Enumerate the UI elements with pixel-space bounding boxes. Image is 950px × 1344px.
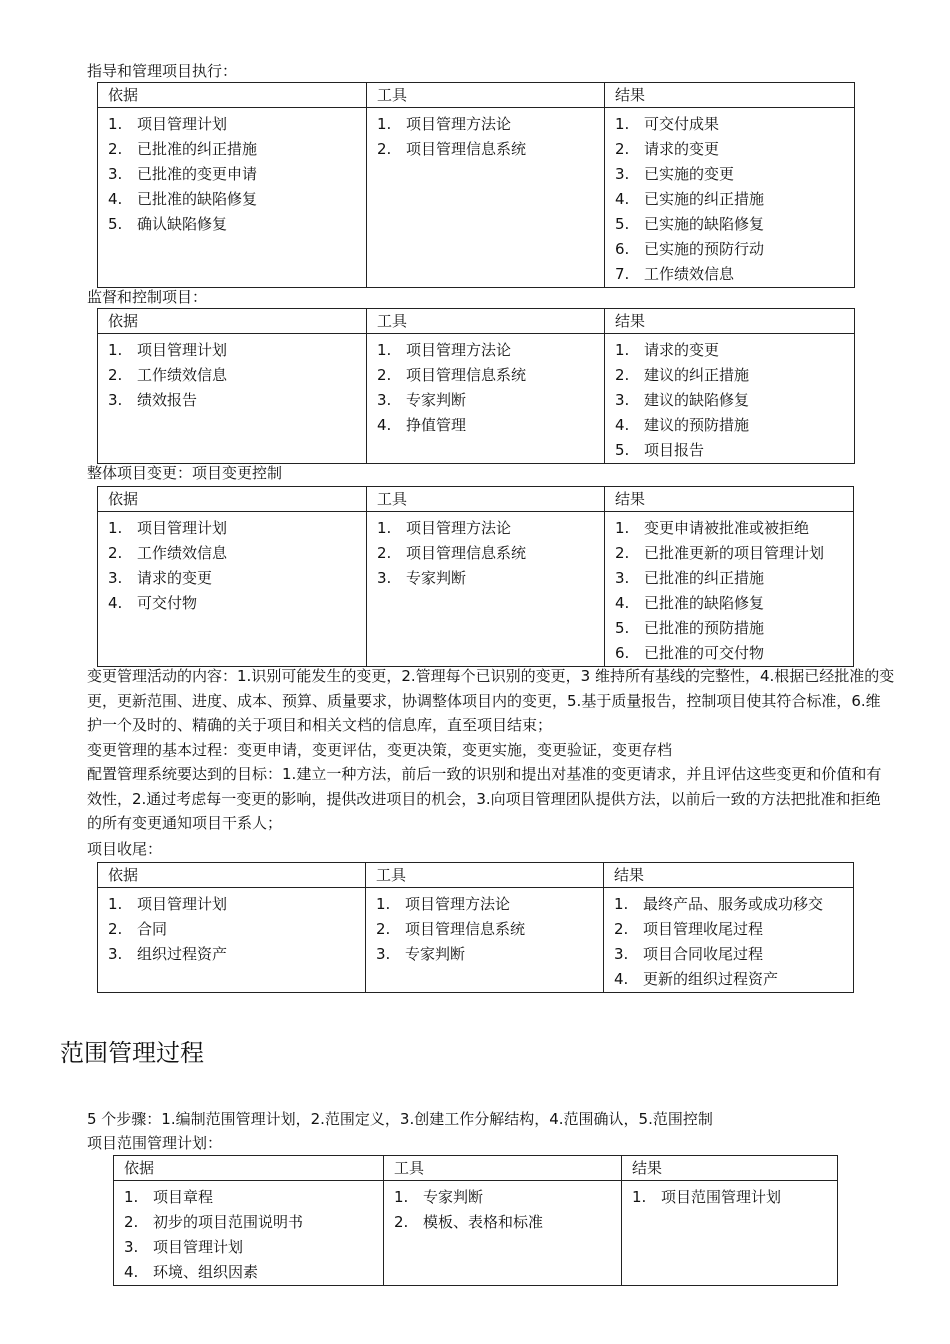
header-outputs: 结果 [622, 1156, 838, 1181]
list-item [377, 541, 604, 566]
item-text: 项目管理计划 [137, 115, 228, 133]
list-item [615, 338, 854, 363]
item-number: 2. [108, 544, 123, 562]
item-text: 专家判断 [406, 391, 467, 409]
outputs-list [615, 516, 853, 666]
list-item [632, 1185, 837, 1210]
header-tools: 工具 [366, 863, 604, 888]
inputs-list [108, 892, 365, 967]
item-text: 项目管理信息系统 [406, 140, 527, 158]
list-item [108, 137, 366, 162]
item-number: 5. [108, 215, 123, 233]
item-number: 3. [377, 569, 392, 587]
header-inputs: 依据 [98, 863, 366, 888]
item-text: 已实施的缺陷修复 [644, 215, 765, 233]
list-item [108, 363, 366, 388]
item-text: 可交付成果 [644, 115, 720, 133]
tools-list [377, 516, 604, 591]
list-item [124, 1185, 383, 1210]
item-number: 1. [615, 519, 630, 537]
item-text: 绩效报告 [137, 391, 198, 409]
item-text: 已批准的纠正措施 [137, 140, 258, 158]
config-goals-paragraph: 配置管理系统要达到的目标：1.建立一种方法，前后一致的识别和提出对基准的变更请求，并且评估这些变更和价值和有效性，2.通过考虑每一变更的影响，提供改进项目的机会，3.向项目管理团队提供方法，以前后一致的方法把批准和拒绝的所有变更通知项目干系人； [87, 765, 882, 832]
item-text: 组织过程资产 [137, 945, 228, 963]
item-text: 初步的项目范围说明书 [153, 1213, 304, 1231]
item-text: 项目合同收尾过程 [643, 945, 764, 963]
item-text: 已批准更新的项目管理计划 [644, 544, 825, 562]
list-item [377, 413, 604, 438]
list-item [108, 388, 366, 413]
item-number: 1. [377, 519, 392, 537]
header-inputs: 依据 [98, 487, 367, 512]
header-outputs: 结果 [605, 487, 854, 512]
item-number: 2. [615, 366, 630, 384]
item-text: 建议的纠正措施 [644, 366, 750, 384]
item-text: 已批准的可交付物 [644, 644, 765, 662]
list-item [615, 388, 854, 413]
list-item [376, 942, 603, 967]
item-text: 项目管理计划 [137, 341, 228, 359]
section-title: 指导和管理项目执行： [87, 62, 238, 80]
item-number: 1. [108, 895, 123, 913]
list-item [615, 413, 854, 438]
item-text: 已批准的缺陷修复 [137, 190, 258, 208]
item-text: 工作绩效信息 [137, 366, 228, 384]
item-number: 2. [108, 140, 123, 158]
tools-list [394, 1185, 621, 1235]
item-number: 2. [108, 366, 123, 384]
list-item [377, 112, 604, 137]
list-item [614, 967, 853, 992]
item-text: 变更申请被批准或被拒绝 [644, 519, 810, 537]
item-number: 2. [615, 140, 630, 158]
list-item [615, 187, 854, 212]
item-number: 2. [377, 140, 392, 158]
item-number: 3. [615, 391, 630, 409]
item-text: 项目管理计划 [137, 519, 228, 537]
item-number: 3. [108, 945, 123, 963]
item-text: 项目报告 [644, 441, 705, 459]
item-number: 2. [377, 544, 392, 562]
header-tools: 工具 [384, 1156, 622, 1181]
process-table [113, 1155, 838, 1286]
item-number: 5. [615, 441, 630, 459]
item-text: 可交付物 [137, 594, 198, 612]
item-number: 4. [377, 416, 392, 434]
list-item [108, 187, 366, 212]
list-item [615, 566, 853, 591]
list-item [377, 516, 604, 541]
item-number: 4. [615, 190, 630, 208]
section-title: 整体项目变更：项目变更控制 [87, 464, 283, 482]
list-item [377, 388, 604, 413]
tools-list [376, 892, 603, 967]
header-tools: 工具 [367, 487, 605, 512]
item-text: 项目管理计划 [153, 1238, 244, 1256]
item-number: 4. [615, 594, 630, 612]
item-text: 专家判断 [406, 569, 467, 587]
list-item [124, 1260, 383, 1285]
list-item [124, 1235, 383, 1260]
list-item [615, 591, 853, 616]
item-text: 环境、组织因素 [153, 1263, 259, 1281]
outputs-list [615, 112, 854, 287]
item-number: 2. [615, 544, 630, 562]
list-item [108, 917, 365, 942]
item-text: 已实施的纠正措施 [644, 190, 765, 208]
list-item [615, 212, 854, 237]
list-item [614, 892, 853, 917]
item-text: 模板、表格和标准 [423, 1213, 544, 1231]
item-text: 项目章程 [153, 1188, 214, 1206]
process-table [97, 82, 855, 288]
item-number: 3. [615, 569, 630, 587]
item-text: 工作绩效信息 [137, 544, 228, 562]
item-text: 专家判断 [405, 945, 466, 963]
item-text: 项目管理计划 [137, 895, 228, 913]
item-number: 4. [614, 970, 629, 988]
item-text: 已批准的预防措施 [644, 619, 765, 637]
item-number: 2. [394, 1213, 409, 1231]
list-item [108, 541, 366, 566]
list-item [614, 917, 853, 942]
item-number: 1. [377, 341, 392, 359]
item-number: 6. [615, 644, 630, 662]
list-item [615, 137, 854, 162]
item-text: 工作绩效信息 [644, 265, 735, 283]
list-item [615, 237, 854, 262]
item-number: 4. [124, 1263, 139, 1281]
item-text: 最终产品、服务或成功移交 [643, 895, 824, 913]
item-text: 项目管理信息系统 [406, 366, 527, 384]
item-number: 6. [615, 240, 630, 258]
process-table [97, 486, 854, 667]
list-item [394, 1210, 621, 1235]
item-number: 2. [614, 920, 629, 938]
item-number: 3. [108, 391, 123, 409]
item-text: 已批准的缺陷修复 [644, 594, 765, 612]
item-number: 2. [377, 366, 392, 384]
list-item [108, 338, 366, 363]
item-number: 3. [108, 165, 123, 183]
item-text: 已批准的变更申请 [137, 165, 258, 183]
item-number: 1. [124, 1188, 139, 1206]
process-table [97, 308, 855, 464]
list-item [615, 616, 853, 641]
outputs-list [615, 338, 854, 463]
item-text: 请求的变更 [644, 140, 720, 158]
item-number: 1. [108, 341, 123, 359]
item-text: 已批准的纠正措施 [644, 569, 765, 587]
item-number: 1. [614, 895, 629, 913]
item-text: 项目管理收尾过程 [643, 920, 764, 938]
item-number: 2. [376, 920, 391, 938]
list-item [615, 641, 853, 666]
inputs-list [124, 1185, 383, 1285]
item-number: 1. [615, 115, 630, 133]
item-text: 更新的组织过程资产 [643, 970, 779, 988]
list-item [108, 212, 366, 237]
list-item [377, 338, 604, 363]
header-outputs: 结果 [605, 309, 855, 334]
item-text: 合同 [137, 920, 168, 938]
list-item [108, 942, 365, 967]
list-item [376, 917, 603, 942]
item-number: 4. [108, 190, 123, 208]
header-tools: 工具 [367, 309, 605, 334]
header-outputs: 结果 [605, 83, 855, 108]
item-text: 已实施的预防行动 [644, 240, 765, 258]
inputs-list [108, 516, 366, 616]
item-number: 3. [124, 1238, 139, 1256]
list-item [394, 1185, 621, 1210]
item-text: 确认缺陷修复 [137, 215, 228, 233]
header-outputs: 结果 [604, 863, 854, 888]
header-inputs: 依据 [98, 309, 367, 334]
item-number: 3. [376, 945, 391, 963]
item-text: 项目管理方法论 [405, 895, 511, 913]
item-number: 3. [377, 391, 392, 409]
list-item [377, 566, 604, 591]
outputs-list [614, 892, 853, 992]
item-text: 建议的缺陷修复 [644, 391, 750, 409]
list-item [376, 892, 603, 917]
list-item [108, 566, 366, 591]
change-process-paragraph: 变更管理的基本过程：变更申请，变更评估，变更决策，变更实施，变更验证，变更存档 [87, 741, 673, 759]
item-number: 2. [108, 920, 123, 938]
item-text: 请求的变更 [644, 341, 720, 359]
item-text: 项目范围管理计划 [661, 1188, 782, 1206]
item-number: 4. [615, 416, 630, 434]
process-table [97, 862, 854, 993]
item-text: 项目管理信息系统 [405, 920, 526, 938]
header-inputs: 依据 [98, 83, 367, 108]
header-tools: 工具 [367, 83, 605, 108]
list-item [614, 942, 853, 967]
section-title: 项目范围管理计划： [87, 1134, 223, 1152]
list-item [108, 162, 366, 187]
list-item [615, 541, 853, 566]
item-text: 已实施的变更 [644, 165, 735, 183]
item-text: 项目管理信息系统 [406, 544, 527, 562]
inputs-list [108, 112, 366, 237]
inputs-list [108, 338, 366, 413]
item-number: 2. [124, 1213, 139, 1231]
item-number: 1. [615, 341, 630, 359]
item-number: 1. [108, 519, 123, 537]
item-number: 1. [376, 895, 391, 913]
item-number: 1. [108, 115, 123, 133]
item-text: 项目管理方法论 [406, 519, 512, 537]
item-number: 3. [615, 165, 630, 183]
list-item [615, 516, 853, 541]
outputs-list [632, 1185, 837, 1210]
list-item [615, 162, 854, 187]
list-item [108, 516, 366, 541]
list-item [108, 892, 365, 917]
list-item [124, 1210, 383, 1235]
item-text: 请求的变更 [137, 569, 213, 587]
tools-list [377, 112, 604, 162]
list-item [615, 262, 854, 287]
item-number: 5. [615, 619, 630, 637]
section-title: 监督和控制项目： [87, 288, 208, 306]
list-item [615, 363, 854, 388]
item-text: 建议的预防措施 [644, 416, 750, 434]
item-number: 1. [377, 115, 392, 133]
scope-steps-paragraph: 5 个步骤：1.编制范围管理计划，2.范围定义，3.创建工作分解结构，4.范围确认，5.范围控制 [87, 1110, 713, 1128]
item-number: 3. [108, 569, 123, 587]
list-item [615, 438, 854, 463]
change-activities-paragraph: 变更管理活动的内容：1.识别可能发生的变更，2.管理每个已识别的变更，3 维持所有基线的完整性，4.根据已经批准的变更，更新范围、进度、成本、预算、质量要求，协调整体项目内的变更，5.基于质量报告，控制项目使其符合标准，6.维护一个及时的、精确的关于项目和相关文档的信息库，直至项目结束； [87, 667, 895, 734]
item-number: 1. [632, 1188, 647, 1206]
list-item [377, 137, 604, 162]
item-number: 4. [108, 594, 123, 612]
item-text: 专家判断 [423, 1188, 484, 1206]
item-number: 3. [614, 945, 629, 963]
tools-list [377, 338, 604, 438]
item-text: 项目管理方法论 [406, 341, 512, 359]
item-number: 7. [615, 265, 630, 283]
header-inputs: 依据 [114, 1156, 384, 1181]
list-item [377, 363, 604, 388]
item-number: 5. [615, 215, 630, 233]
item-text: 项目管理方法论 [406, 115, 512, 133]
list-item [108, 591, 366, 616]
item-text: 挣值管理 [406, 416, 467, 434]
section-title: 项目收尾： [87, 840, 163, 858]
chapter-heading: 范围管理过程 [60, 1039, 204, 1067]
list-item [108, 112, 366, 137]
item-number: 1. [394, 1188, 409, 1206]
list-item [615, 112, 854, 137]
